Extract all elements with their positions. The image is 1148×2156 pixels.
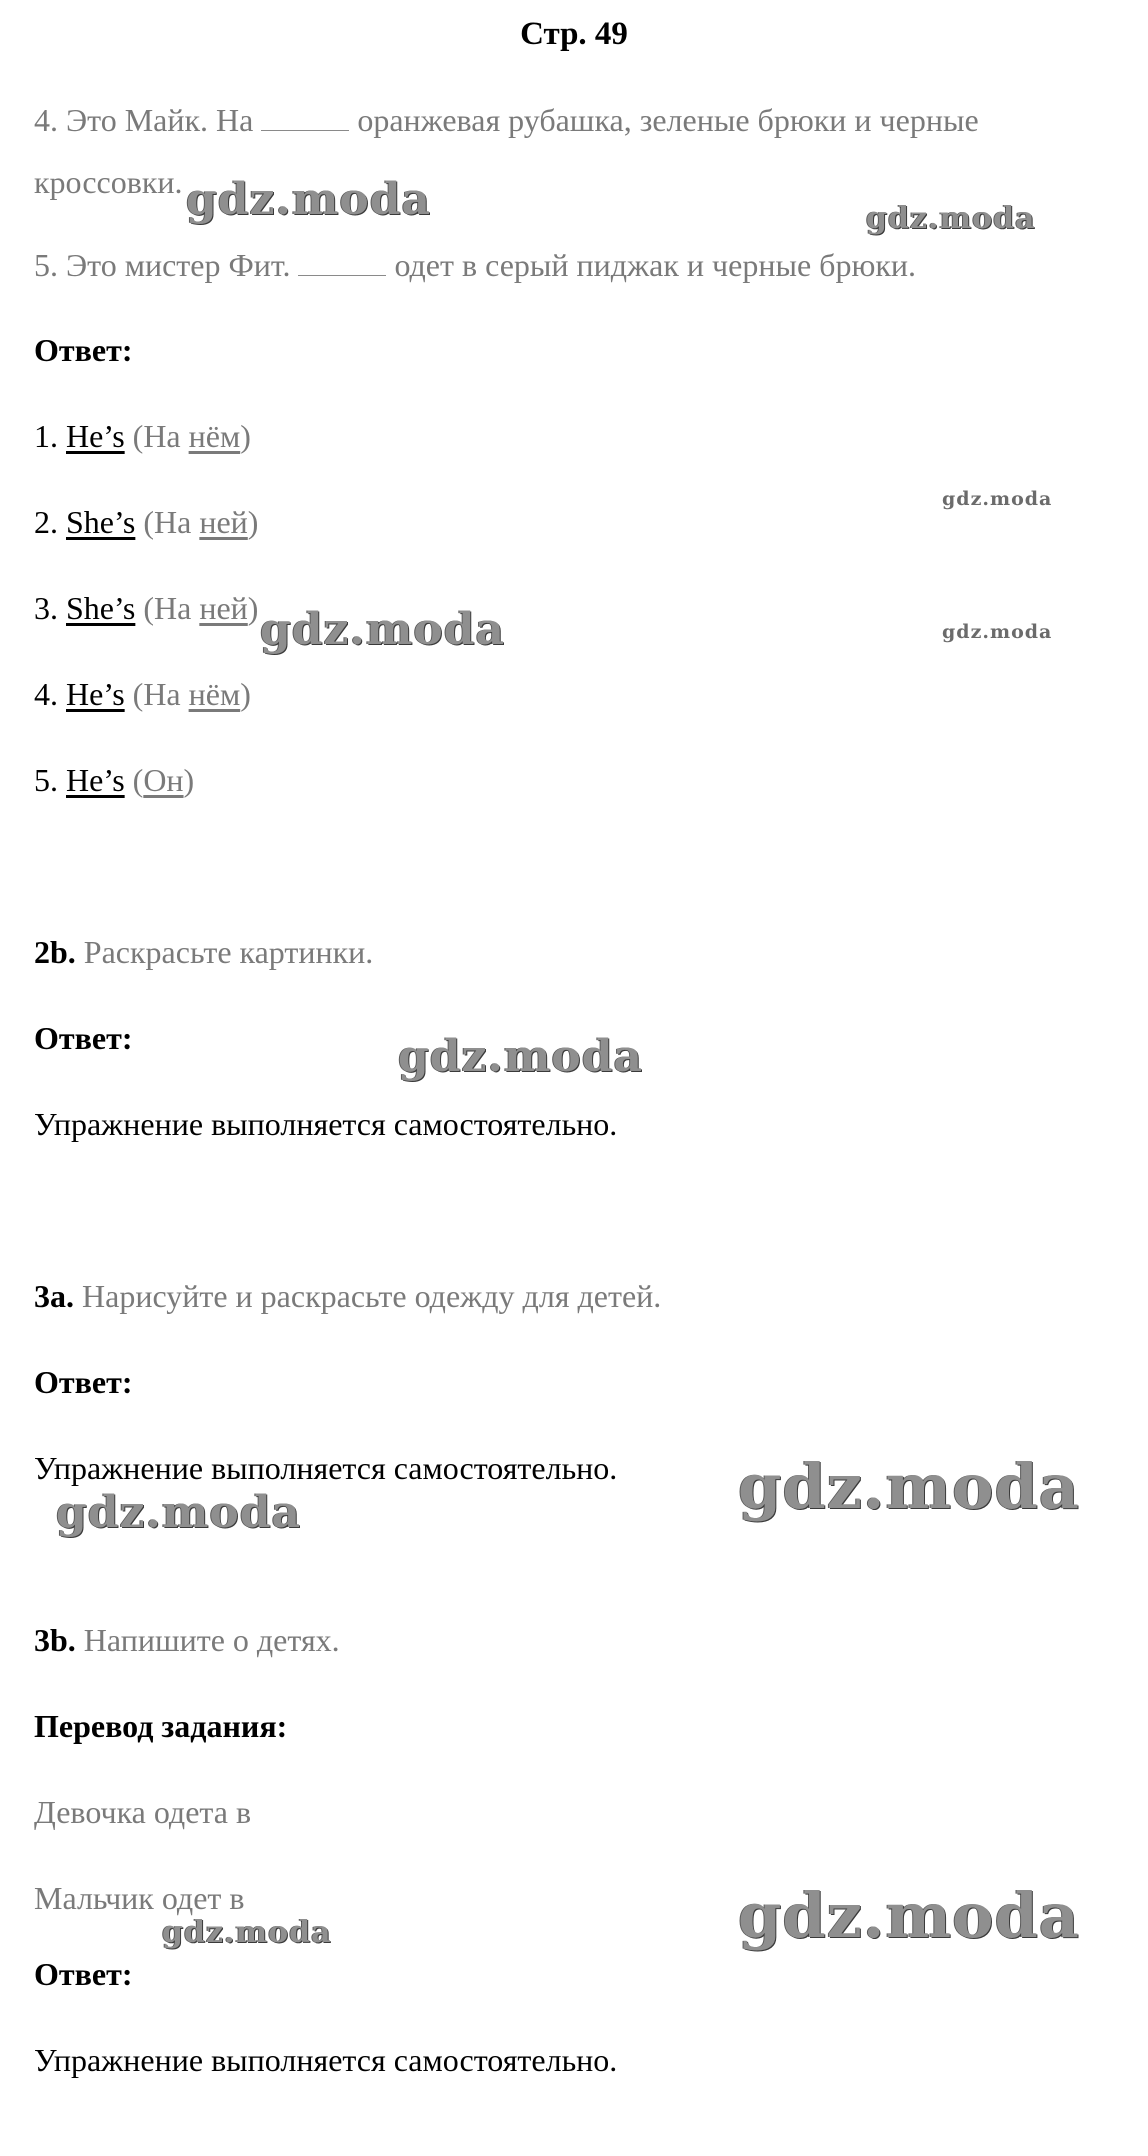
- paren-open: (На: [132, 676, 189, 712]
- item-number: 5.: [34, 247, 58, 283]
- blank-line: [298, 247, 386, 276]
- answer-number: 5.: [34, 762, 58, 798]
- paren-close: ): [240, 676, 251, 712]
- answer-english: He’s: [66, 676, 125, 712]
- translation-line-1: Девочка одета в: [34, 1794, 252, 1830]
- answer-item: [34, 588, 258, 628]
- answer-english: He’s: [66, 762, 125, 798]
- item-text: Это Майк. На: [66, 102, 254, 138]
- exercise-task: Напишите о детях.: [83, 1622, 340, 1658]
- answer-number: 2.: [34, 504, 58, 540]
- answer-russian: нём: [188, 418, 241, 454]
- watermark: gdz.moda: [942, 488, 1053, 510]
- paren-close: ): [240, 418, 251, 454]
- paren-close: ): [247, 590, 259, 626]
- exercise-2b-answer: Упражнение выполняется самостоятельно.: [34, 1106, 618, 1142]
- answer-item: [34, 416, 251, 456]
- answer-heading: Ответ:: [34, 1364, 133, 1400]
- exercise-label: 2b.: [34, 934, 76, 970]
- watermark: gdz.moda: [398, 1031, 644, 1082]
- exercise-3b-answer: Упражнение выполняется самостоятельно.: [34, 2042, 618, 2078]
- answer-item: [34, 674, 251, 714]
- watermark: gdz.moda: [56, 1487, 302, 1538]
- item-text: Это мистер Фит.: [66, 247, 291, 283]
- watermark: gdz.moda: [738, 1879, 1080, 1952]
- answer-heading: Ответ:: [34, 332, 133, 368]
- answer-heading: Ответ:: [34, 1020, 133, 1056]
- item-text: оранжевая рубашка, зеленые брюки и черные: [357, 102, 979, 138]
- task-item-4-continuation: кроссовки.: [34, 164, 183, 200]
- answer-heading: Ответ:: [34, 1956, 133, 1992]
- watermark: gdz.moda: [942, 621, 1053, 643]
- answer-number: 3.: [34, 590, 58, 626]
- watermark: gdz.moda: [738, 1450, 1080, 1523]
- answer-number: 1.: [34, 418, 58, 454]
- answer-english: He’s: [66, 418, 125, 454]
- watermark: gdz.moda: [162, 1915, 332, 1950]
- translation-line-2: Мальчик одет в: [34, 1880, 245, 1916]
- paren-open: (На: [132, 418, 189, 454]
- exercise-2b-task: [34, 932, 373, 972]
- watermark: gdz.moda: [260, 604, 506, 655]
- answer-number: 4.: [34, 676, 58, 712]
- watermark: gdz.moda: [186, 174, 432, 225]
- blank-line: [261, 102, 349, 131]
- answer-english: She’s: [66, 504, 136, 540]
- paren-open: (: [132, 762, 144, 798]
- watermark: gdz.moda: [866, 201, 1036, 236]
- paren-open: (На: [143, 504, 200, 540]
- task-item-5: [34, 245, 916, 285]
- answer-item: [34, 760, 194, 800]
- paren-open: (На: [143, 590, 200, 626]
- paren-close: ): [247, 504, 259, 540]
- item-number: 4.: [34, 102, 58, 138]
- paren-close: ): [183, 762, 195, 798]
- answer-russian: ней: [199, 590, 248, 626]
- task-item-4: [34, 100, 979, 140]
- item-text: одет в серый пиджак и черные брюки.: [394, 247, 917, 283]
- exercise-label: 3a.: [34, 1278, 74, 1314]
- exercise-3a-task: [34, 1276, 661, 1316]
- answer-item: [34, 502, 258, 542]
- exercise-3b-task: [34, 1620, 340, 1660]
- answer-russian: ней: [199, 504, 248, 540]
- exercise-3a-answer: Упражнение выполняется самостоятельно.: [34, 1450, 618, 1486]
- page-title: Стр. 49: [520, 16, 628, 52]
- answer-russian: Он: [143, 762, 184, 798]
- exercise-label: 3b.: [34, 1622, 76, 1658]
- exercise-task: Нарисуйте и раскрасьте одежду для детей.: [82, 1278, 662, 1314]
- answer-russian: нём: [188, 676, 241, 712]
- answer-english: She’s: [66, 590, 136, 626]
- translation-heading: Перевод задания:: [34, 1708, 288, 1744]
- exercise-task: Раскрасьте картинки.: [83, 934, 374, 970]
